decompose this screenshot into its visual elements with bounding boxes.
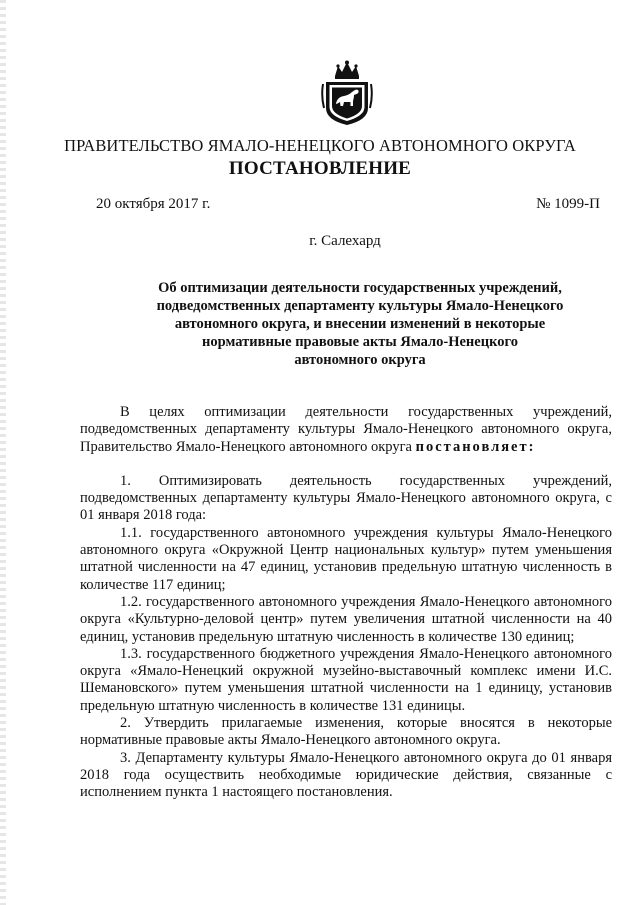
document-title (120, 279, 600, 369)
title-line: подведомственных департаменту культуры Ямало-Ненецкого (156, 298, 564, 314)
preamble-paragraph (80, 404, 612, 456)
title-line: автономного округа (294, 352, 426, 368)
item-1-1: 1.1. государственного автономного учреждения культуры Ямало-Ненецкого автономного округа «Окружной Центр национальных культур» путем уменьшения штатной численности на 47 единиц, установив предельную штатную численность в количестве 117 единиц; (80, 524, 612, 593)
item-1-2: 1.2. государственного автономного учреждения Ямало-Ненецкого автономного округа «Культурно-деловой центр» путем увеличения штатной численности на 40 единиц, установив предельную штатную численность в количестве 130 единиц; (80, 593, 612, 645)
document-number: № 1099-П (536, 196, 600, 212)
document-type: ПОСТАНОВЛЕНИЕ (228, 158, 412, 179)
document-city: г. Салехард (309, 233, 381, 249)
item-1: 1. Оптимизировать деятельность государственных учреждений, подведомственных департаменту культуры Ямало-Ненецкого автономного округа, с 01 января 2018 года: (80, 472, 612, 524)
document-date: 20 октября 2017 г. (96, 196, 211, 212)
item-3: 3. Департаменту культуры Ямало-Ненецкого автономного округа до 01 января 2018 года осуществить необходимые юридические действия, связанные с исполнением пункта 1 настоящего постановления. (80, 749, 612, 801)
government-title: ПРАВИТЕЛЬСТВО ЯМАЛО-НЕНЕЦКОГО АВТОНОМНОГО ОКРУГА (64, 136, 576, 155)
item-1-3: 1.3. государственного бюджетного учреждения Ямало-Ненецкого автономного округа «Ямало-Ненецкий окружной музейно-выставочный комплекс имени И.С. Шемановского» путем уменьшения штатной численности на 1 единицу, установив предельную штатную численность в количестве 131 единицы. (80, 645, 612, 714)
document-body (80, 404, 612, 802)
item-2: 2. Утвердить прилагаемые изменения, которые вносятся в некоторые нормативные правовые акты Ямало-Ненецкого автономного округа. (80, 715, 612, 749)
coat-of-arms-icon (321, 60, 373, 126)
preamble-text: В целях оптимизации деятельности государственных учреждений, подведомственных департаменту культуры Ямало-Ненецкого автономного округа, Правительство Ямало-Ненецкого автономного округа (80, 404, 612, 455)
title-line: автономного округа, и внесении изменений в некоторые (174, 316, 546, 332)
title-line: нормативные правовые акты Ямало-Ненецкого (202, 334, 518, 350)
title-line: Об оптимизации деятельности государственных учреждений, (158, 280, 562, 296)
decree-word: постановляет: (415, 438, 536, 455)
